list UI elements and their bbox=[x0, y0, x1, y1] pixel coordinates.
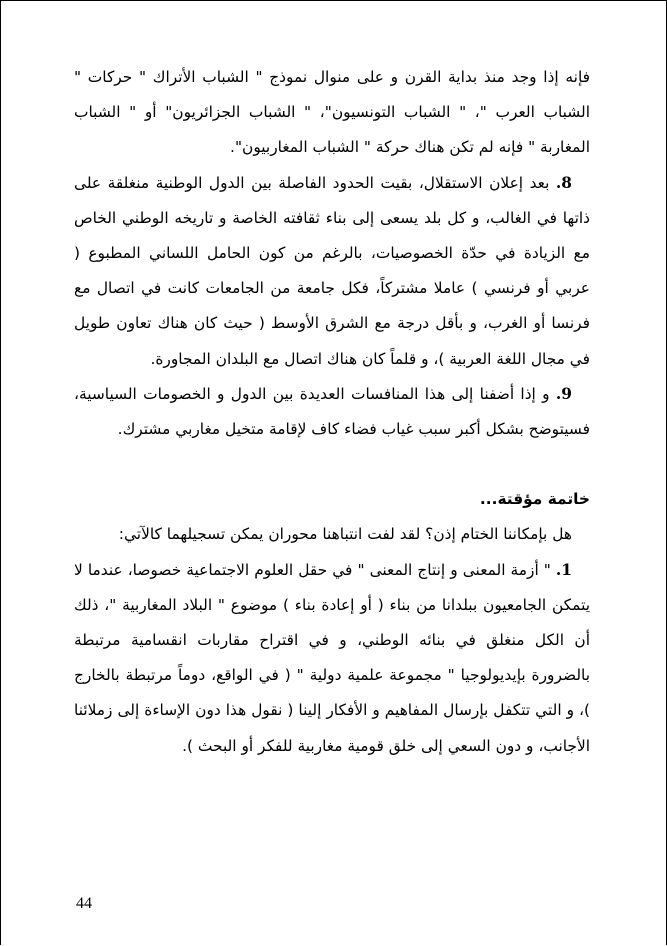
point-1 bbox=[74, 553, 590, 764]
point-number: 1. bbox=[555, 560, 572, 579]
paragraph-9 bbox=[74, 377, 590, 447]
paragraph-text: بعد إعلان الاستقلال، بقيت الحدود الفاصلة بين الدول الوطنية منغلقة على ذاتها في الغالب، و كل بلد يسعى إلى بناء ثقافته الخاصة و تاريخه الوطني الخاص مع الزيادة في حدّة الخصوصيات، بالرغم من كون الحامل اللساني المطبوع ( عربي أو فرنسي ) عاملا مشتركاً، فكل جامعة من الجامعات كانت في اتصال مع فرنسا أو الغرب، و بأقل درجة مع الشرق الأوسط ( حيث كان هناك تعاون طويل في مجال اللغة العربية )، و قلماً كان هناك اتصال مع البلدان المجاورة. bbox=[74, 173, 590, 368]
page-body bbox=[74, 60, 590, 764]
paragraph-8 bbox=[74, 166, 590, 377]
paragraph-text: فإنه إذا وجد منذ بداية القرن و على منوال نموذج " الشباب الأتراك " حركات " الشباب العرب "، " الشباب التونسيون"، " الشباب الجزائريون" أو " الشباب المغاربة " فإنه لم تكن هناك حركة " الشباب المغاربيون". bbox=[74, 68, 590, 157]
paragraph-number: 8. bbox=[555, 173, 572, 192]
paragraph-number: 9. bbox=[555, 384, 572, 403]
paragraph-continued bbox=[74, 60, 590, 166]
section-heading: خاتمة مؤقتة... bbox=[479, 490, 590, 509]
page-number: 44 bbox=[76, 895, 92, 912]
point-text: " أزمة المعنى و إنتاج المعنى " في حقل العلوم الاجتماعية خصوصا، عندما لا يتمكن الجامعيون ببلدانا من بناء ( أو إعادة بناء ) موضوع " البلاد المغاربية "، ذلك أن الكل منغلق في بنائه الوطني، و في اقتراح مقاربات انقسامية مرتبطة بالضرورة بإيديولوجيا " مجموعة علمية دولية " ( في الواقع، دوماً مرتبطة بالخارج )، و التي تتكفل بإرسال المفاهيم و الأفكار إلينا ( نقول هذا دون الإساءة إلى زملائنا الأجانب، و دون السعي إلى خلق قومية مغاربية للفكر أو البحث ). bbox=[74, 560, 590, 755]
intro-paragraph: هل بإمكاننا الختام إذن؟ لقد لفت انتباهنا محوران يمكن تسجيلهما كالآتي: bbox=[118, 525, 572, 544]
paragraph-text: و إذا أضفنا إلى هذا المنافسات العديدة بين الدول و الخصومات السياسية، فسيتوضح بشكل أكبر سبب غياب فضاء كاف لإقامة متخيل مغاربي مشترك. bbox=[74, 384, 590, 439]
